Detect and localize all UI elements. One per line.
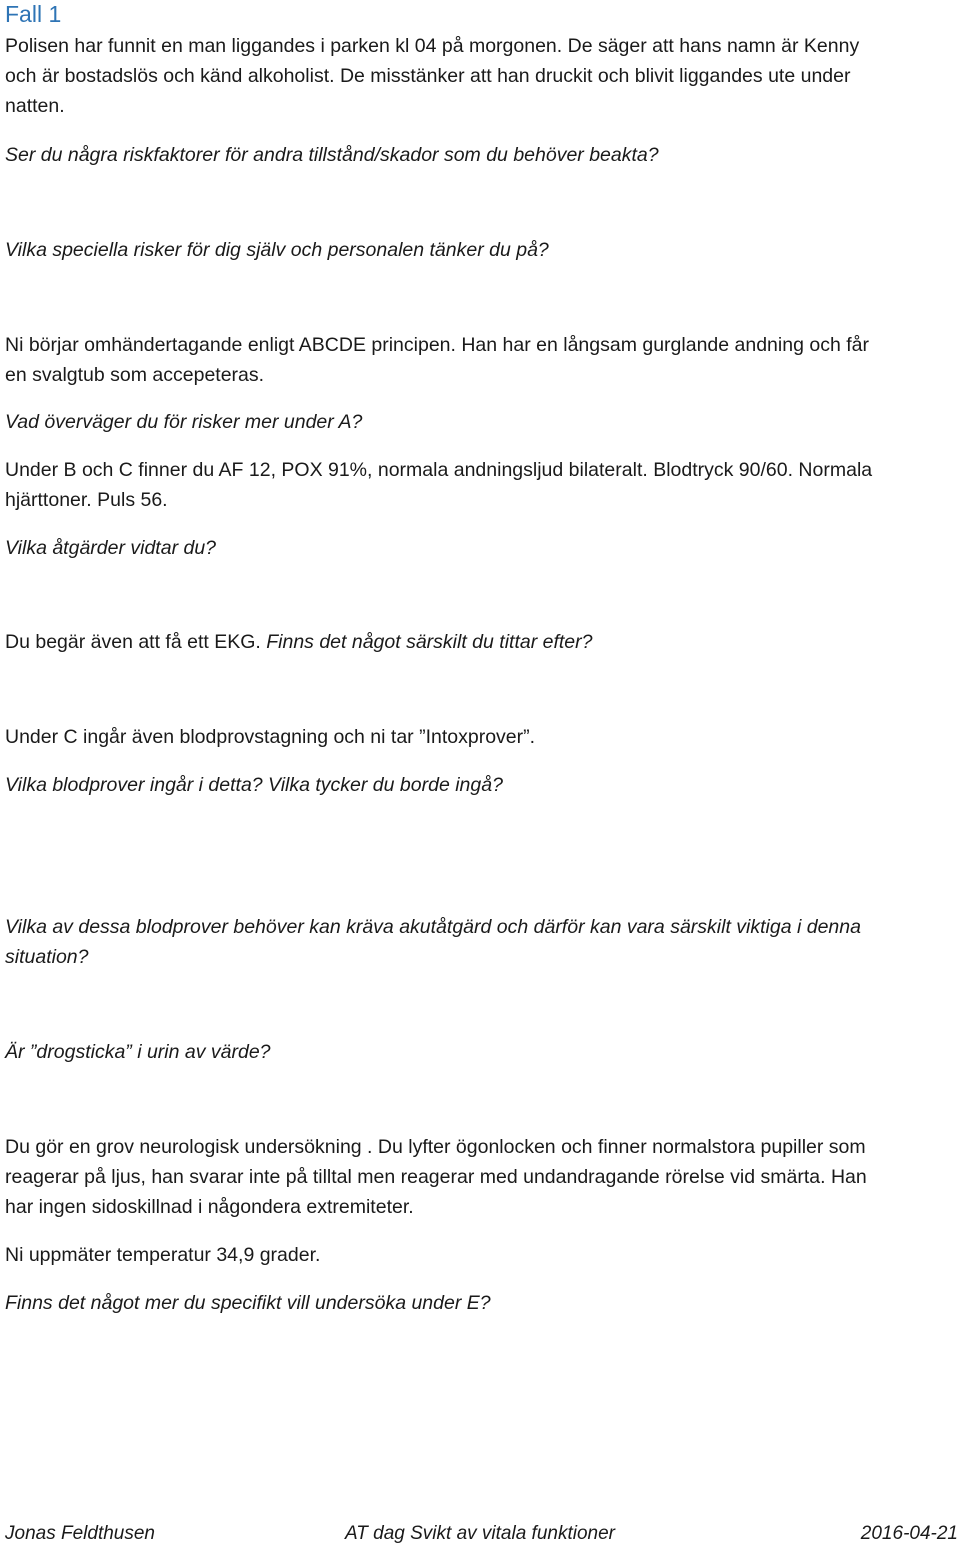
question-under-a: Vad överväger du för risker mer under A?: [5, 411, 363, 433]
temperature-line: Ni uppmäter temperatur 34,9 grader.: [5, 1244, 321, 1266]
neuro-line-1: Du gör en grov neurologisk undersökning . Du lyfter ögonlocken och finner normalstora pupiller som: [5, 1136, 866, 1158]
abcde-line-1: Ni börjar omhändertagande enligt ABCDE principen. Han har en långsam gurglande andning och får: [5, 334, 869, 356]
question-speciella-risker: Vilka speciella risker för dig själv och personalen tänker du på?: [5, 239, 549, 261]
question-atgarder: Vilka åtgärder vidtar du?: [5, 537, 217, 559]
neuro-line-3: har ingen sidoskillnad i någondera extremiteter.: [5, 1196, 414, 1218]
question-akut-line-2: situation?: [5, 946, 89, 968]
question-riskfaktorer: Ser du några riskfaktorer för andra tillstånd/skador som du behöver beakta?: [5, 144, 659, 166]
footer-date: 2016-04-21: [860, 1523, 958, 1544]
ekg-text: Du begär även att få ett EKG.: [5, 631, 267, 653]
intro-line-3: natten.: [5, 95, 65, 117]
intro-line-2: och är bostadslös och känd alkoholist. De misstänker att han druckit och blivit liggandes ute under: [5, 65, 851, 87]
ekg-question: Finns det något särskilt du tittar efter?: [266, 631, 593, 653]
question-drogsticka: Är ”drogsticka” i urin av värde?: [5, 1041, 271, 1063]
bc-line-1: Under B och C finner du AF 12, POX 91%, normala andningsljud bilateralt. Blodtryck 90/60. Normala: [5, 459, 873, 481]
blodprov-line: Under C ingår även blodprovstagning och ni tar ”Intoxprover”.: [5, 726, 536, 748]
bc-line-2: hjärttoner. Puls 56.: [5, 489, 168, 511]
intro-line-1: Polisen har funnit en man liggandes i parken kl 04 på morgonen. De säger att hans namn är Kenny: [5, 35, 860, 57]
case-title: Fall 1: [5, 1, 62, 27]
abcde-line-2: en svalgtub som accepeteras.: [5, 364, 265, 386]
neuro-line-2: reagerar på ljus, han svarar inte på tilltal men reagerar med undandragande rörelse vid smärta. Han: [5, 1166, 867, 1188]
question-akut-line-1: Vilka av dessa blodprover behöver kan kräva akutåtgärd och därför kan vara särskilt viktiga i denna: [5, 916, 861, 938]
footer-course: AT dag Svikt av vitala funktioner: [345, 1523, 615, 1544]
question-under-e: Finns det något mer du specifikt vill undersöka under E?: [5, 1292, 491, 1314]
question-blodprover: Vilka blodprover ingår i detta? Vilka tycker du borde ingå?: [5, 774, 503, 796]
ekg-line: [5, 627, 592, 657]
footer-author: Jonas Feldthusen: [5, 1523, 155, 1544]
